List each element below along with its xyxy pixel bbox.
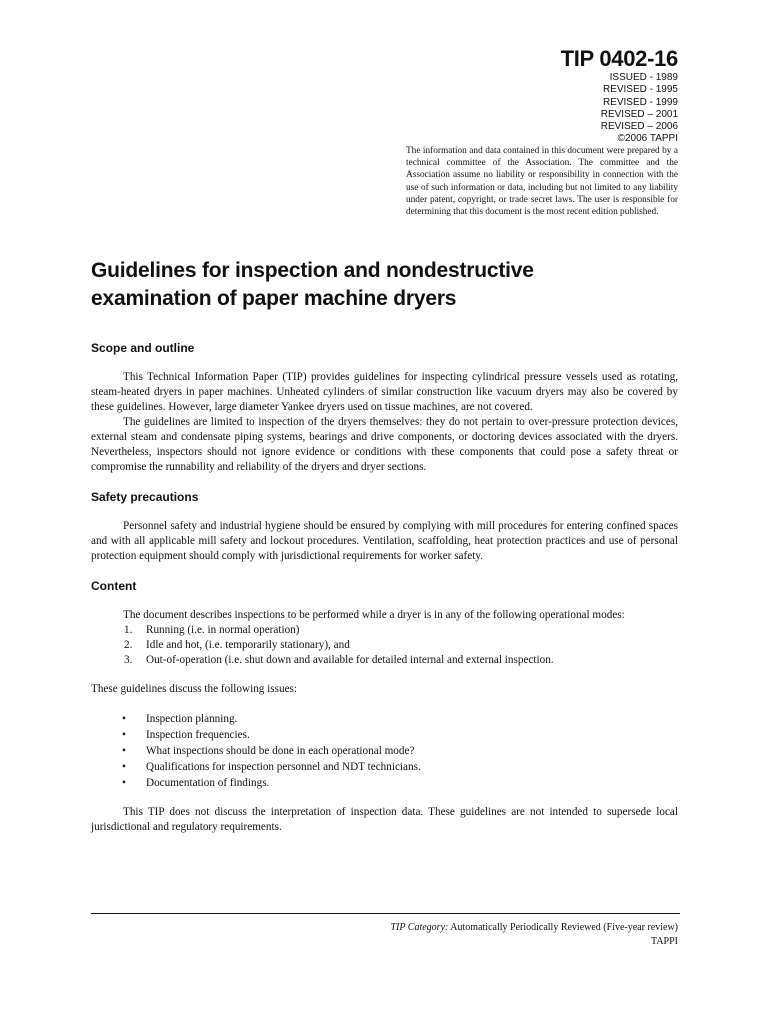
tip-number: TIP 0402-16 [560,46,678,71]
safety-paragraph: Personnel safety and industrial hygiene should be ensured by complying with mill procedures for entering confined spaces and with all applicable mill safety and lockout procedures. Ventilation, scaffolding, heat protection practices and use of personal protection equipment should comply with jurisdictional requirements for worker safety. [91,520,678,562]
bullet-icon: • [122,713,126,725]
history-revised-1995: REVISED - 1995 [602,84,678,96]
page-footer [390,921,678,948]
history-issued: ISSUED - 1989 [609,72,678,83]
footer-divider [91,913,680,914]
scope-paragraph-1: This Technical Information Paper (TIP) provides guidelines for inspecting cylindrical pressure vessels used as rotating, steam-heated dryers in paper machines. Unheated cylinders of similar construction like vacuum dryers may also be covered by these guidelines. However, large diameter Yankee dryers used on tissue machines, are not covered. [91,371,678,413]
footer-category [390,921,678,935]
list-item-text: Inspection frequencies. [146,729,250,741]
list-item-text: Qualifications for inspection personnel and NDT technicians. [146,761,421,773]
list-item-text: Idle and hot, (i.e. temporarily stationary), and [146,639,350,651]
list-item-number: 1. [124,624,133,636]
footer-organization: TAPPI [651,935,678,947]
revision-history [561,72,678,146]
list-item [91,743,678,759]
bullet-icon: • [122,729,126,741]
bullet-icon: • [122,777,126,789]
list-item [91,638,678,653]
safety-heading: Safety precautions [91,490,199,504]
history-revised-1999: REVISED - 1999 [602,96,678,108]
title-line-1: Guidelines for inspection and nondestructive [91,259,534,282]
list-item [91,727,678,743]
list-item-number: 3. [124,654,133,666]
footer-category-label: TIP Category: [390,922,449,933]
list-item [91,775,678,791]
document-body [91,340,678,835]
scope-heading: Scope and outline [91,341,195,355]
title-line-2: examination of paper machine dryers [91,287,457,310]
document-header [561,46,678,146]
list-item [91,653,678,668]
list-item-text: Inspection planning. [146,713,238,725]
list-item-number: 2. [124,639,133,651]
list-item [91,623,678,638]
disclaimer-text: The information and data contained in this document were prepared by a technical committee of the Association. The committee and the Association assume no liability or responsibility in connection with the use of such information or data, including but not limited to any liability under patent, copyright, or trade secret laws. The user is responsible for determining that this document is the most recent edition published. [406,146,678,218]
list-item-text: Documentation of findings. [146,777,270,789]
operational-modes-list [91,623,678,668]
history-revised-2006: REVISED – 2006 [600,121,678,133]
list-item-text: Out-of-operation (i.e. shut down and available for detailed internal and external inspection. [146,654,554,666]
history-revised-2001: REVISED – 2001 [600,108,678,120]
issues-intro: These guidelines discuss the following issues: [91,683,298,695]
document-title [91,257,691,313]
closing-paragraph: This TIP does not discuss the interpretation of inspection data. These guidelines are not intended to supersede local jurisdictional and regulatory requirements. [91,806,678,833]
list-item [91,759,678,775]
issues-list [91,711,678,791]
list-item [91,711,678,727]
footer-category-value: Automatically Periodically Reviewed (Five-year review) [450,922,678,933]
list-item-text: Running (i.e. in normal operation) [146,624,300,636]
content-paragraph: The document describes inspections to be performed while a dryer is in any of the following operational modes: [123,609,625,621]
copyright-notice: ©2006 TAPPI [617,133,678,145]
bullet-icon: • [122,761,126,773]
bullet-icon: • [122,745,126,757]
list-item-text: What inspections should be done in each operational mode? [146,745,415,757]
content-heading: Content [91,579,137,593]
scope-paragraph-2: The guidelines are limited to inspection of the dryers themselves: they do not pertain to over-pressure protection devices, external steam and condensate piping systems, bearings and drive components, or doctoring devices associated with the dryers. Nevertheless, inspectors should not ignore evidence or conditions with these components that could pose a safety threat or compromise the runnability and reliability of the dryers and dryer sections. [91,416,678,473]
